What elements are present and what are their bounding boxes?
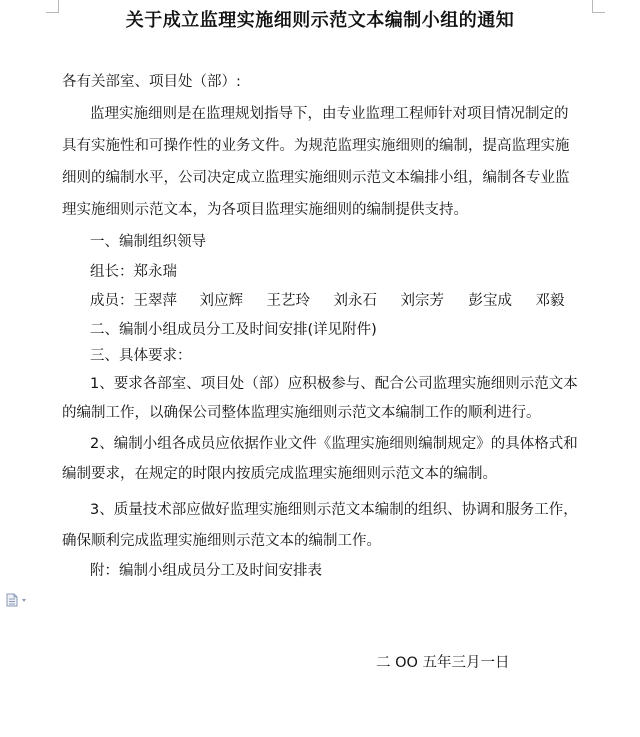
requirement-line: 编制要求，在规定的时限内按质完成监理实施细则示范文本的编制。 xyxy=(62,466,497,482)
section-heading-1: 一、编制组织领导 xyxy=(90,234,206,250)
attachment-note: 附：编制小组成员分工及时间安排表 xyxy=(90,563,322,579)
intro-line: 理实施细则示范文本，为各项目监理实施细则的编制提供支持。 xyxy=(62,202,468,218)
requirement-line: 1、要求各部室、项目处（部）应积极参与、配合公司监理实施细则示范文本 xyxy=(90,376,578,392)
leader-line: 组长：郑永瑞 xyxy=(90,264,177,280)
intro-line: 具有实施性和可操作性的业务文件。为规范监理实施细则的编制，提高监理实施 xyxy=(62,138,570,154)
member-name: 刘永石 xyxy=(333,293,377,309)
member-name: 彭宝成 xyxy=(468,293,512,309)
section-heading-2: 二、编制小组成员分工及时间安排(详见附件) xyxy=(90,322,377,338)
document-date: 二 OO 五年三月一日 xyxy=(376,655,510,671)
member-name: 刘应辉 xyxy=(199,293,243,309)
member-name: 王艺玲 xyxy=(266,293,310,309)
members-label: 成员： xyxy=(90,293,134,309)
requirement-line: 的编制工作，以确保公司整体监理实施细则示范文本编制工作的顺利进行。 xyxy=(62,405,541,421)
member-name: 刘宗芳 xyxy=(400,293,444,309)
intro-line: 监理实施细则是在监理规划指导下，由专业监理工程师针对项目情况制定的 xyxy=(90,106,569,122)
requirement-line: 确保顺利完成监理实施细则示范文本的编制工作。 xyxy=(62,533,381,549)
requirement-line: 2、编制小组各成员应依据作业文件《监理实施细则编制规定》的具体格式和 xyxy=(90,436,578,452)
member-name: 邓毅 xyxy=(535,293,565,309)
document-icon[interactable] xyxy=(6,592,30,606)
document-title: 关于成立监理实施细则示范文本编制小组的通知 xyxy=(125,10,515,31)
members-line xyxy=(90,291,565,311)
requirement-line: 3、质量技术部应做好监理实施细则示范文本编制的组织、协调和服务工作， xyxy=(90,502,578,518)
document-icon-graphic xyxy=(6,593,30,607)
member-name: 王翠萍 xyxy=(133,293,177,309)
intro-line: 细则的编制水平，公司决定成立监理实施细则示范文本编排小组，编制各专业监 xyxy=(62,170,570,186)
salutation: 各有关部室、项目处（部）: xyxy=(62,74,241,90)
section-heading-3: 三、具体要求： xyxy=(90,348,192,364)
